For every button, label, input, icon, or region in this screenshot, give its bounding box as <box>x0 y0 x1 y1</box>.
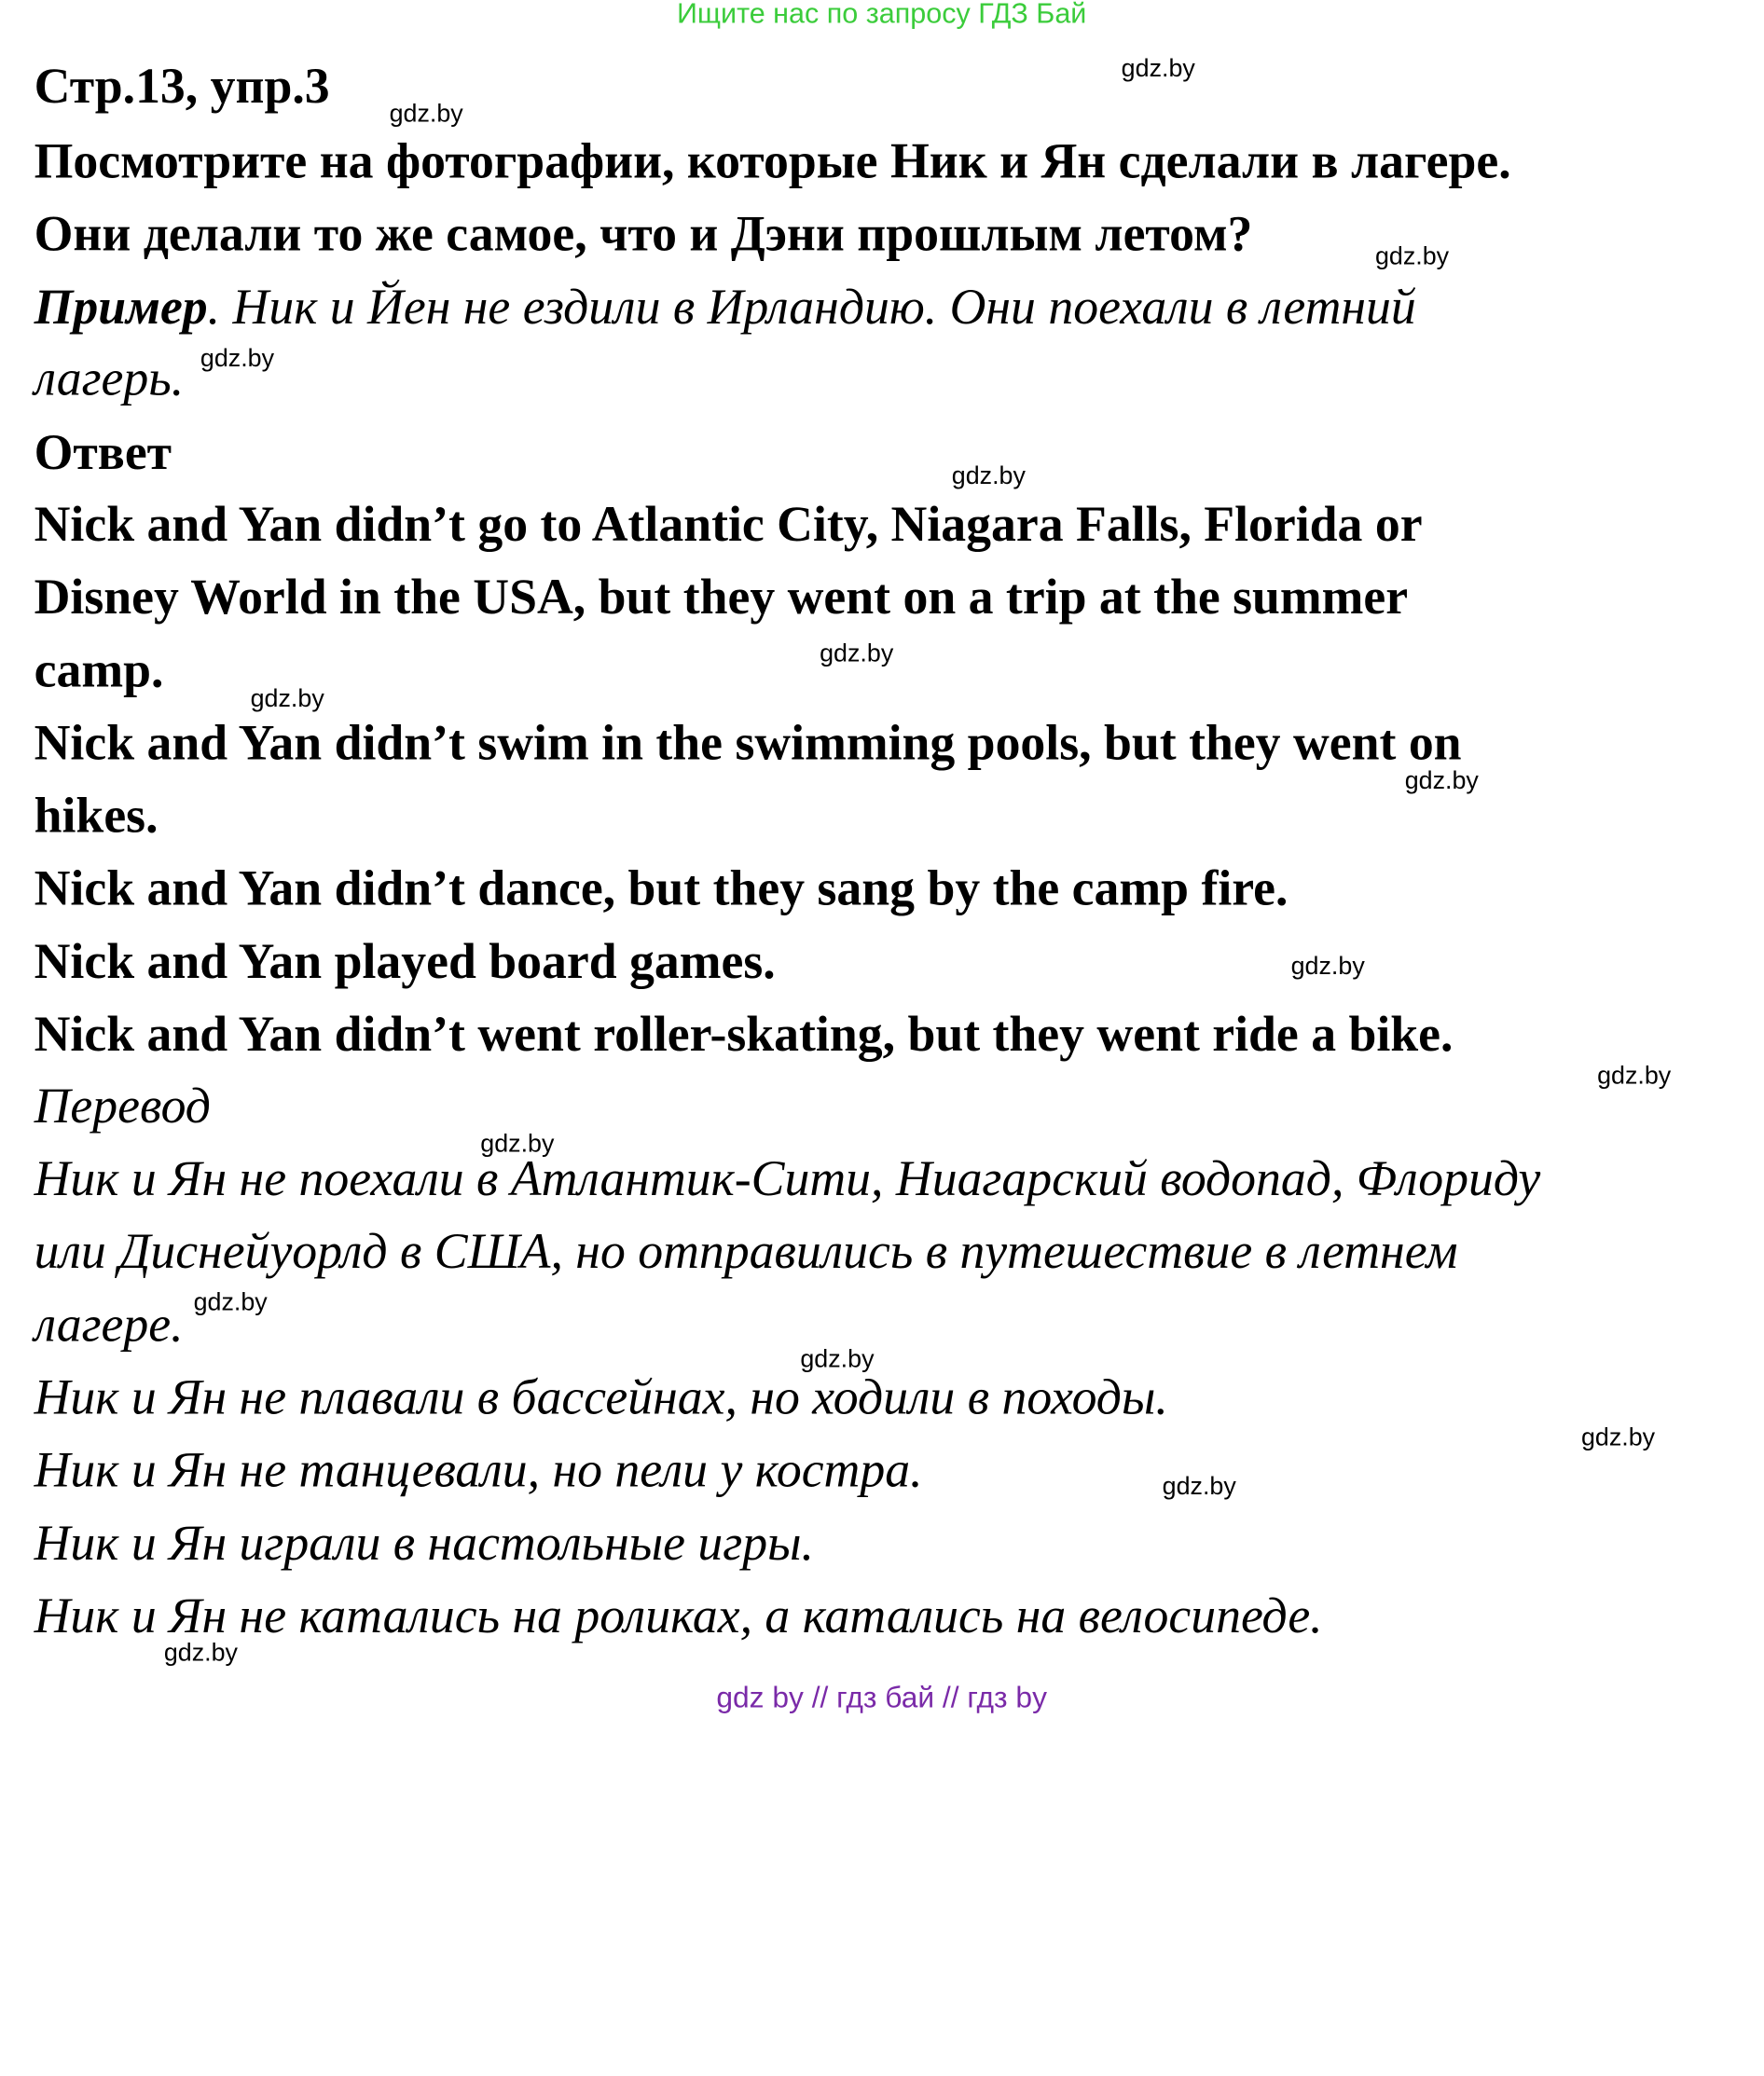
watermark: gdz.by <box>1580 1423 1656 1451</box>
translation-line-3: лагере. <box>34 1296 184 1353</box>
watermark: gdz.by <box>389 99 463 128</box>
watermark: gdz.by <box>163 1638 238 1667</box>
answer-line-7: Nick and Yan played board games. <box>34 933 776 990</box>
translation-line-1: Ник и Ян не поехали в Атлантик-Сити, Ниагарский водопад, Флориду <box>34 1150 1541 1207</box>
watermark: gdz.by <box>193 1286 268 1316</box>
translation-label: Перевод <box>34 1078 211 1134</box>
answer-line-5: hikes. <box>34 787 158 844</box>
watermark: gdz.by <box>800 1344 875 1373</box>
translation-line-2: или Диснейуорлд в США, но отправились в путешествие в летнем <box>34 1223 1458 1280</box>
example-line-1 <box>34 278 1416 336</box>
footer-links[interactable]: gdz by // гдз бай // гдз by <box>716 1680 1047 1714</box>
answer-label: Ответ <box>34 424 172 481</box>
watermark: gdz.by <box>1290 951 1365 981</box>
watermark: gdz.by <box>1404 765 1479 795</box>
watermark: gdz.by <box>200 343 275 373</box>
watermark: gdz.by <box>1162 1471 1236 1501</box>
task-line-1: Посмотрите на фотографии, которые Ник и Ян сделали в лагере. <box>34 132 1511 189</box>
example-text-1: . Ник и Йен не ездили в Ирландию. Они поехали в летний <box>207 279 1416 335</box>
watermark: gdz.by <box>820 638 894 667</box>
watermark: gdz.by <box>250 683 324 713</box>
example-line-2: лагерь. <box>34 351 185 406</box>
answer-line-2: Disney World in the USA, but they went on a trip at the summer <box>34 569 1409 626</box>
watermark: gdz.by <box>1597 1060 1672 1090</box>
top-banner[interactable]: Ищите нас по запросу ГДЗ Бай <box>676 0 1087 30</box>
task-line-2: Они делали то же самое, что и Дэни прошлым летом? <box>34 206 1253 262</box>
translation-line-7: Ник и Ян не катались на роликах, а катались на велосипеде. <box>34 1588 1323 1644</box>
watermark: gdz.by <box>1121 53 1195 82</box>
example-label: Пример <box>34 279 208 335</box>
answer-line-3: camp. <box>34 641 164 698</box>
answer-line-1: Nick and Yan didn’t go to Atlantic City, Niagara Falls, Florida or <box>34 496 1423 553</box>
translation-line-4: Ник и Ян не плавали в бассейнах, но ходили в походы. <box>34 1368 1168 1425</box>
watermark: gdz.by <box>480 1129 555 1158</box>
answer-line-6: Nick and Yan didn’t dance, but they sang by the camp fire. <box>34 860 1289 916</box>
answer-line-4: Nick and Yan didn’t swim in the swimming pools, but they went on <box>34 714 1462 771</box>
translation-line-5: Ник и Ян не танцевали, но пели у костра. <box>34 1442 923 1498</box>
translation-line-6: Ник и Ян играли в настольные игры. <box>34 1515 814 1571</box>
exercise-heading: Стр.13, упр.3 <box>34 58 330 115</box>
watermark: gdz.by <box>1374 241 1450 270</box>
watermark: gdz.by <box>951 461 1026 490</box>
answer-line-8: Nick and Yan didn’t went roller-skating, but they went ride a bike. <box>34 1006 1454 1063</box>
